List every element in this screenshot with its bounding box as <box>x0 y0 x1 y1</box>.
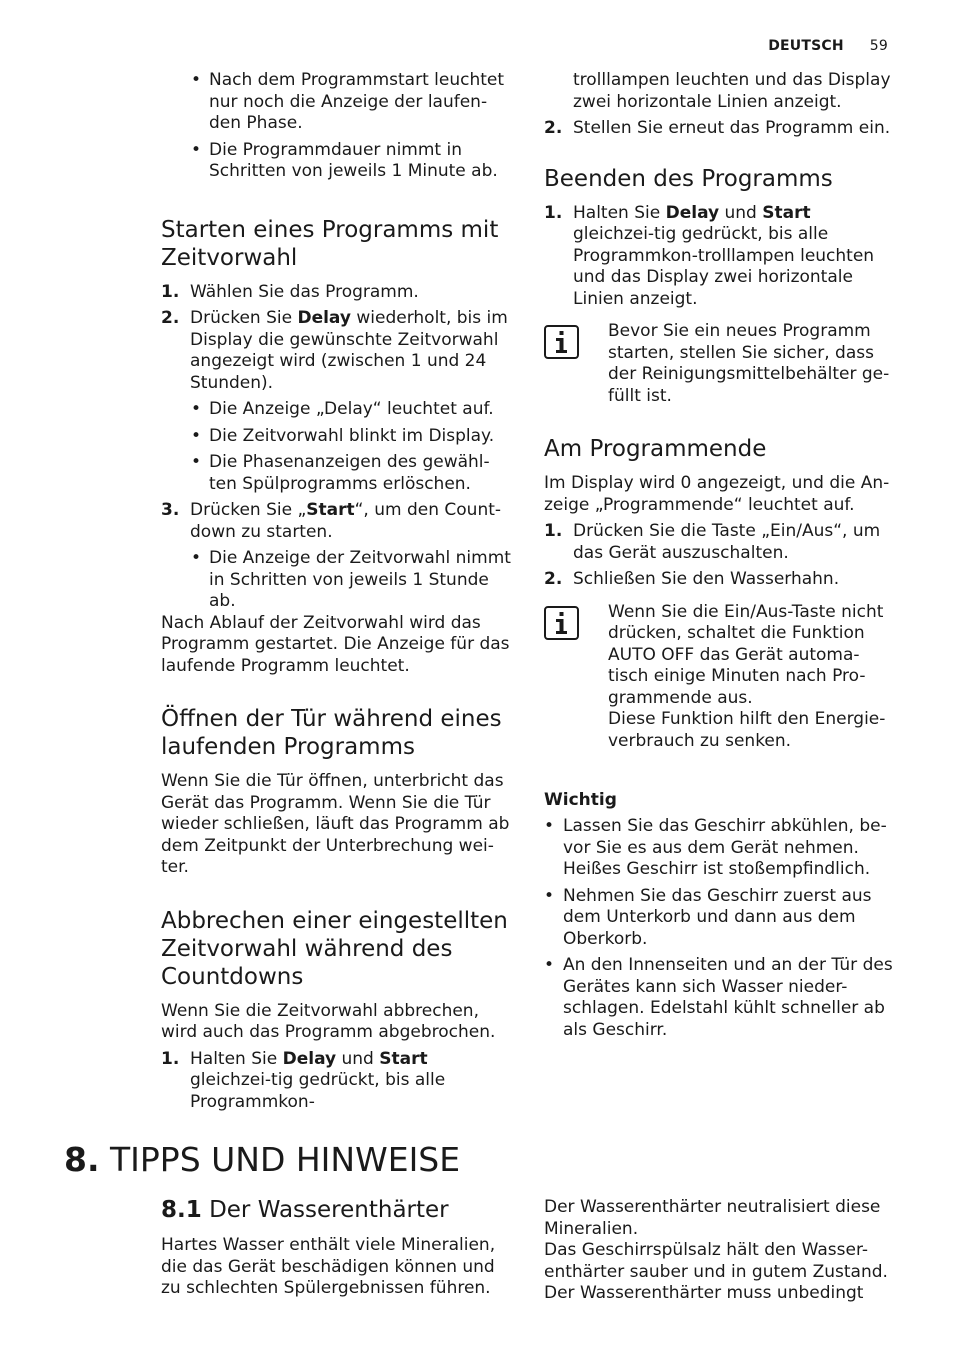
step-number: 1. <box>161 281 180 302</box>
step-item <box>544 203 894 311</box>
step-item <box>161 308 513 495</box>
paragraph: Wenn Sie die Zeitvorwahl abbrechen, wird auch das Programm abgebrochen. <box>161 1000 496 1042</box>
step-item <box>161 500 513 613</box>
heading-start-delay: Starten eines Programms mit Zeitvorwahl <box>161 216 499 271</box>
step-item <box>544 569 894 591</box>
note-text: Bevor Sie ein neues Programm starten, stellen Sie sicher, dass der Reinigungsmittelbehälter ge-füllt ist. <box>608 321 890 406</box>
step-number: 3. <box>161 500 180 520</box>
key-label: Start <box>762 202 811 223</box>
key-label: Start <box>379 1048 428 1069</box>
step-number: 2. <box>544 118 563 138</box>
step-text: gleichzei-tig gedrückt, bis alle Programmkon- <box>190 1070 446 1112</box>
heading-end-program: Beenden des Programms <box>544 165 833 192</box>
step-number: 1. <box>544 521 563 541</box>
step-number: 1. <box>544 202 563 223</box>
list-item: • Die Programmdauer nimmt in Schritten von jeweils 1 Minute ab. <box>161 140 513 183</box>
info-icon <box>544 606 579 640</box>
section-8-1 <box>161 1196 513 1300</box>
note-text: Wenn Sie die Ein/Aus-Taste nicht drücken, schaltet die Funktion AUTO OFF das Gerät automa-tisch einige Minuten nach Pro-grammende aus. <box>608 601 884 708</box>
section-heading <box>161 1196 513 1224</box>
right-column <box>544 70 894 1046</box>
section-number: 8.1 <box>161 1197 202 1223</box>
step-text: Schließen Sie den Wasserhahn. <box>573 569 840 589</box>
heading-program-end: Am Programmende <box>544 436 767 462</box>
key-label: Delay <box>282 1048 337 1069</box>
chapter-number: 8. <box>64 1140 100 1179</box>
key-label: Start <box>306 500 355 520</box>
page-number: 59 <box>869 38 888 54</box>
heading-important: Wichtig <box>544 790 617 810</box>
header-section: DEUTSCH <box>768 38 844 54</box>
start-delay-steps <box>161 282 513 613</box>
list-item: • Nehmen Sie das Geschirr zuerst aus dem Unterkorb und dann aus dem Oberkorb. <box>544 886 894 951</box>
list-item: • Lassen Sie das Geschirr abkühlen, be-vor Sie es aus dem Gerät nehmen. Heißes Geschirr ist stoßempfindlich. <box>544 816 894 881</box>
section-title: Der Wasserenthärter <box>209 1197 449 1223</box>
info-note <box>544 602 894 753</box>
list-item: • Nach dem Programmstart leuchtet nur noch die Anzeige der laufen-den Phase. <box>161 70 513 135</box>
key-label: Delay <box>297 308 351 328</box>
key-label: Delay <box>665 202 720 223</box>
list-item: • Die Anzeige „Delay“ leuchtet auf. <box>161 399 513 421</box>
step-text: und <box>336 1048 380 1069</box>
list-item: • Die Zeitvorwahl blinkt im Display. <box>161 426 513 448</box>
chapter-title-text: TIPPS UND HINWEISE <box>110 1140 461 1179</box>
step-sub-bullets <box>190 399 513 495</box>
paragraph: Wenn Sie die Tür öffnen, unterbricht das Gerät das Programm. Wenn Sie die Tür wieder schließen, läuft das Programm ab dem Zeitpunkt der Unterbrechung wei-ter. <box>161 771 510 877</box>
program-end-steps <box>544 521 894 591</box>
page-header <box>768 38 888 54</box>
info-note <box>544 321 894 407</box>
step-item <box>544 521 894 564</box>
step-text: Stellen Sie erneut das Programm ein. <box>573 118 891 138</box>
step-number: 2. <box>544 569 563 589</box>
list-item: • An den Innenseiten und an der Tür des Gerätes kann sich Wasser nieder-schlagen. Edelstahl kühlt schneller ab als Geschirr. <box>544 955 894 1041</box>
step-text: “, um den Count-down zu starten. <box>190 500 502 542</box>
step-text: wiederholt, bis im Display die gewünschte Zeitvorwahl angezeigt wird (zwischen 1 und 24 Stunden). <box>190 308 508 393</box>
note-text: Diese Funktion hilft den Energie-verbrauch zu senken. <box>608 709 886 751</box>
step-text: Drücken Sie die Taste „Ein/Aus“, um das Gerät auszuschalten. <box>573 521 881 563</box>
step-text: Drücken Sie <box>190 308 298 328</box>
step-sub-bullets <box>190 548 513 613</box>
intro-bullets <box>161 70 513 183</box>
step-number: 2. <box>161 308 180 328</box>
step-text: und <box>719 202 763 223</box>
paragraph: Der Wasserenthärter neutralisiert diese Mineralien. <box>544 1197 881 1239</box>
step-number: 1. <box>161 1048 180 1069</box>
step-item <box>161 282 513 304</box>
step-text: Wählen Sie das Programm. <box>190 281 419 302</box>
paragraph: Das Geschirrspülsalz hält den Wasser-enthärter sauber und in gutem Zustand. <box>544 1240 888 1282</box>
cancel-delay-steps <box>161 1049 513 1114</box>
paragraph: Der Wasserenthärter muss unbedingt <box>544 1283 864 1303</box>
heading-open-door: Öffnen der Tür während eines laufenden Programms <box>161 706 502 760</box>
cancel-delay-steps-cont <box>544 118 894 140</box>
paragraph: Im Display wird 0 angezeigt, und die An-zeige „Programmende“ leuchtet auf. <box>544 473 890 515</box>
step-item <box>544 118 894 140</box>
step-text: Halten Sie <box>573 202 666 223</box>
step-text: Halten Sie <box>190 1048 283 1069</box>
paragraph: Nach Ablauf der Zeitvorwahl wird das Programm gestartet. Die Anzeige für das laufende Programm leuchtet. <box>161 612 510 676</box>
step-text: Drücken Sie „ <box>190 500 307 520</box>
end-program-steps <box>544 203 894 311</box>
paragraph: Hartes Wasser enthält viele Mineralien, die das Gerät beschädigen können und zu schlechten Spülergebnissen führen. <box>161 1235 496 1298</box>
section-8-1-right <box>544 1197 894 1305</box>
list-item: • Die Anzeige der Zeitvorwahl nimmt in Schritten von jeweils 1 Stunde ab. <box>161 548 513 613</box>
list-item: • Die Phasenanzeigen des gewähl-ten Spülprogramms erlöschen. <box>161 452 513 495</box>
left-column <box>161 70 513 1118</box>
step-item <box>161 1049 513 1114</box>
step-text: gleichzei-tig gedrückt, bis alle Programmkon-trolllampen leuchten und das Display zwei horizontale Linien anzeigt. <box>573 224 875 309</box>
important-bullets <box>544 816 894 1041</box>
paragraph: trolllampen leuchten und das Display zwei horizontale Linien anzeigt. <box>573 70 891 112</box>
heading-cancel-delay: Abbrechen einer eingestellten Zeitvorwahl während des Countdowns <box>161 907 508 990</box>
info-icon <box>544 325 579 359</box>
chapter-title <box>64 1140 460 1180</box>
